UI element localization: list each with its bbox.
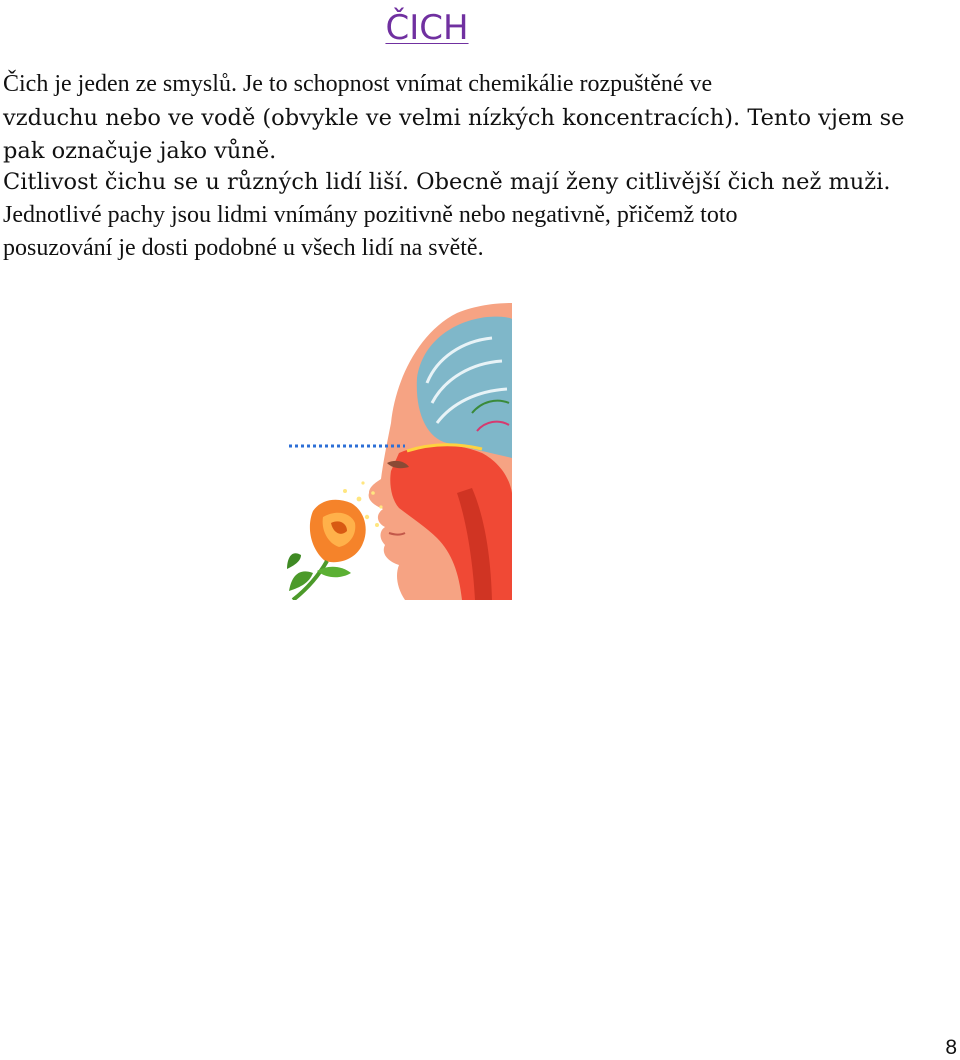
text-line-4: Citlivost čichu se u různých lidí liší. Obecně mají ženy citlivější čich než muži. (3, 169, 891, 195)
text-line-2: vzduchu nebo ve vodě (obvykle ve velmi nízkých koncentracích). Tento vjem se (3, 105, 905, 131)
rose-flower (310, 500, 366, 562)
text-line-3: pak označuje jako vůně. (3, 138, 277, 164)
text-line-1: Čich je jeden ze smyslů. Je to schopnost vnímat chemikálie rozpuštěné ve (3, 71, 713, 97)
text-line-6: posuzování je dosti podobné u všech lidí na světě. (3, 235, 484, 261)
head-smelling-rose-illustration (287, 303, 512, 600)
rose-leaf (289, 571, 313, 591)
page-title: ČICH (385, 8, 469, 48)
page-number: 8 (945, 1036, 957, 1059)
rose-leaf (287, 553, 301, 569)
text-line-5: Jednotlivé pachy jsou lidmi vnímány pozitivně nebo negativně, přičemž toto (3, 202, 738, 228)
illustration-svg (287, 303, 512, 600)
